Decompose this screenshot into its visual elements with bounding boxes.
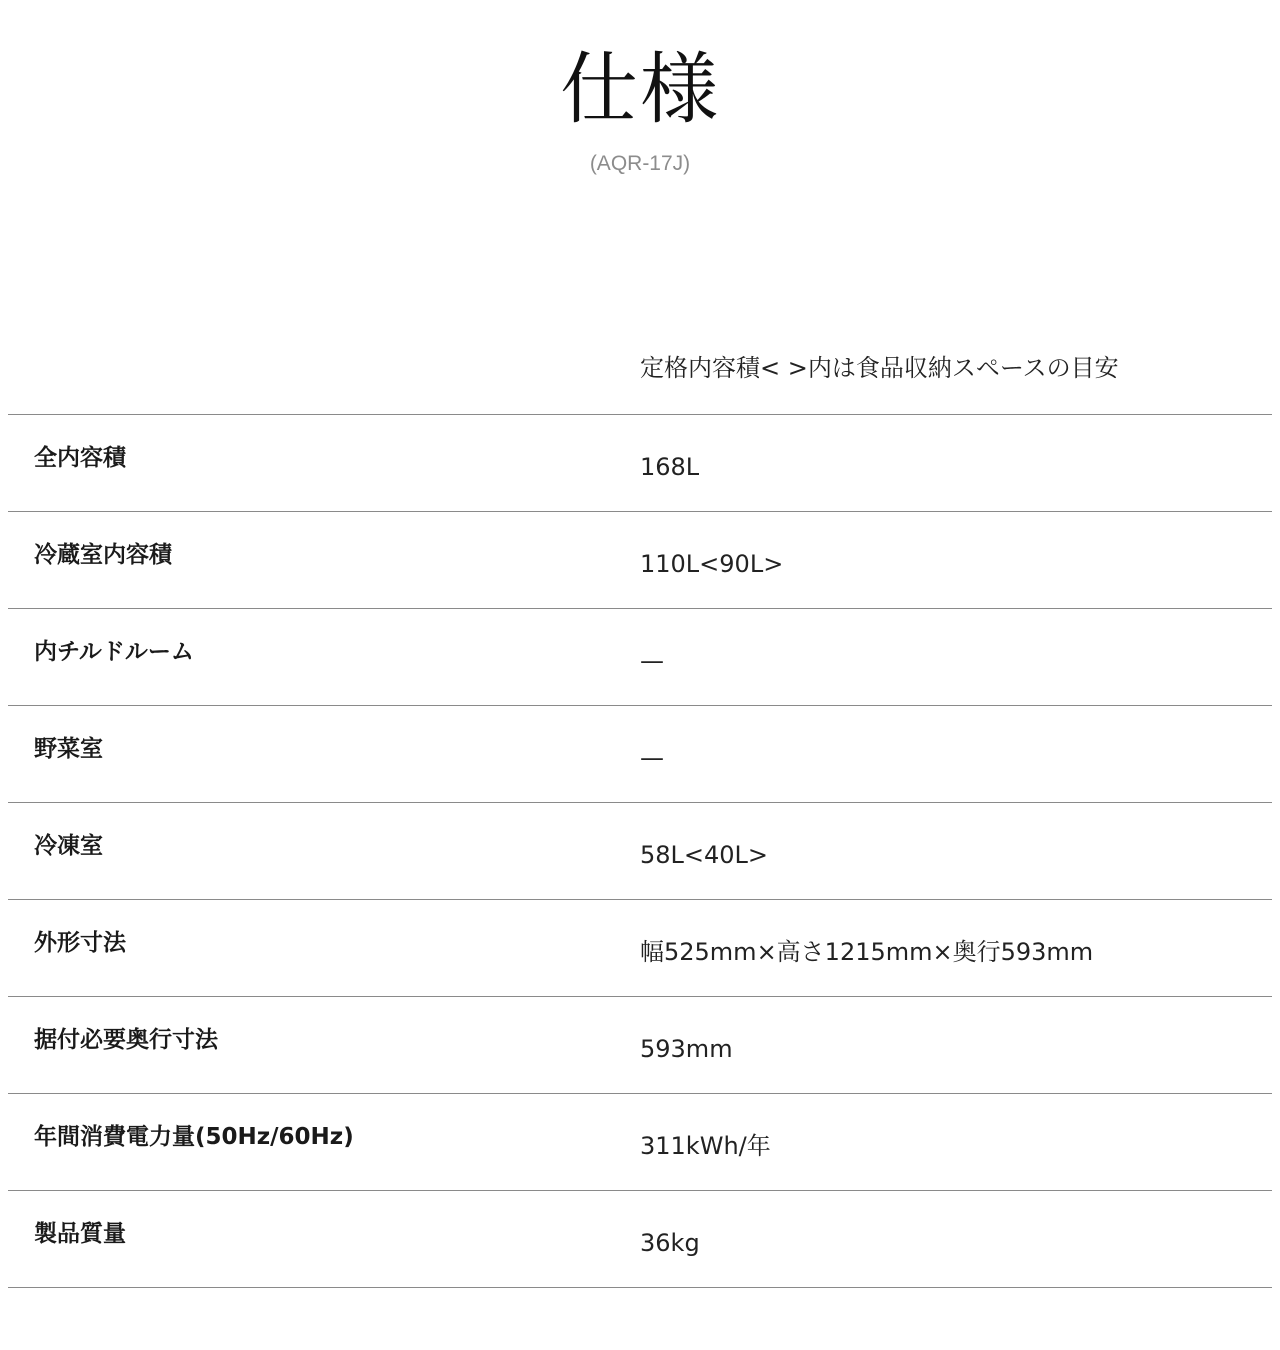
- spec-label: 冷蔵室内容積: [34, 542, 172, 568]
- spec-row-fridge-capacity: [8, 512, 1272, 609]
- spec-value: —: [640, 647, 664, 675]
- spec-value: 311kWh/年: [640, 1132, 771, 1160]
- spec-table: [8, 318, 1272, 1288]
- spec-table-header: [8, 318, 1272, 415]
- spec-value: 36kg: [640, 1229, 700, 1257]
- spec-row-dimensions: [8, 900, 1272, 997]
- spec-row-install-depth: [8, 997, 1272, 1094]
- spec-label: 外形寸法: [34, 930, 126, 956]
- spec-label: 据付必要奥行寸法: [34, 1027, 218, 1053]
- spec-value: 幅525mm×高さ1215mm×奥行593mm: [640, 938, 1094, 966]
- spec-label: 冷凍室: [34, 833, 103, 859]
- spec-value: 593mm: [640, 1035, 733, 1063]
- spec-label: 全内容積: [34, 445, 126, 471]
- spec-value: 58L<40L>: [640, 841, 769, 869]
- spec-value: 168L: [640, 453, 700, 481]
- model-number: (AQR-17J): [589, 152, 691, 175]
- spec-label: 製品質量: [34, 1221, 126, 1247]
- spec-row-total-capacity: [8, 415, 1272, 512]
- spec-row-chilled-room: [8, 609, 1272, 706]
- spec-value: —: [640, 744, 664, 772]
- capacity-note: 定格内容積< >内は食品収納スペースの目安: [640, 354, 1119, 382]
- spec-row-annual-power: [8, 1094, 1272, 1191]
- spec-value: 110L<90L>: [640, 550, 784, 578]
- spec-label: 年間消費電力量(50Hz/60Hz): [34, 1124, 354, 1150]
- spec-row-freezer: [8, 803, 1272, 900]
- spec-label: 内チルドルーム: [34, 639, 194, 665]
- page-title: 仕様: [559, 45, 720, 135]
- spec-row-weight: [8, 1191, 1272, 1288]
- spec-label: 野菜室: [34, 736, 103, 762]
- spec-row-vegetable-room: [8, 706, 1272, 803]
